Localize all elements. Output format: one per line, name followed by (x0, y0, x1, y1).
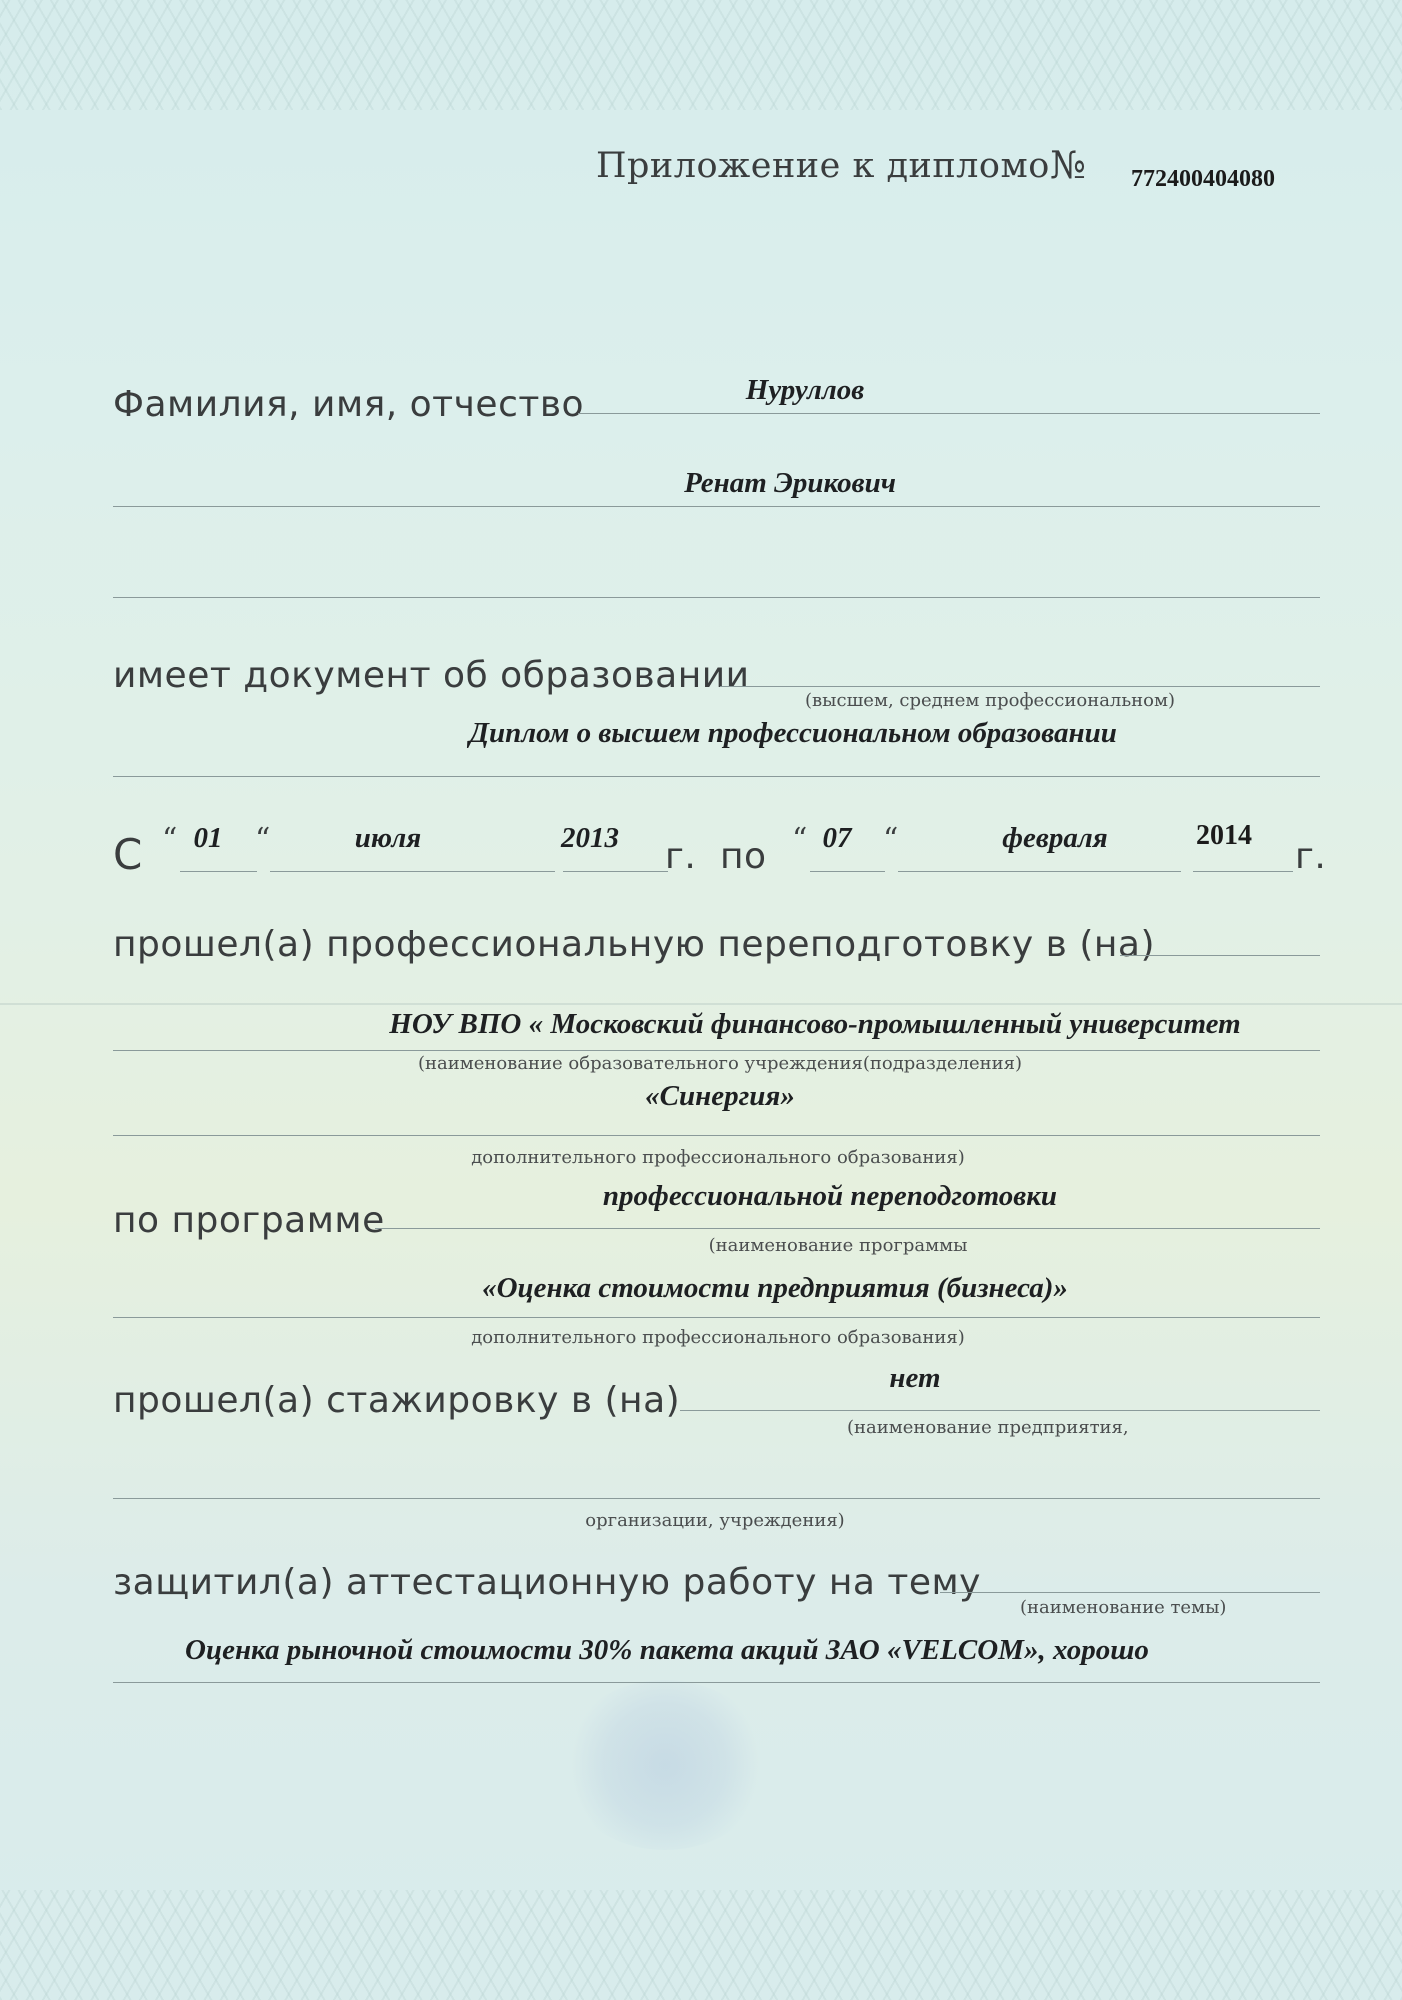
to-month: февраля (1002, 822, 1108, 854)
fio-name-patronymic: Ренат Эрикович (684, 467, 896, 499)
program-value-1: профессиональной переподготовки (602, 1180, 1058, 1212)
to-year-line (1193, 871, 1293, 872)
period-from-prefix: С (113, 830, 143, 879)
year-suffix-1: г. (665, 836, 697, 877)
institution-hint-2: дополнительного профессионального образования) (471, 1147, 965, 1168)
to-day: 07 (822, 822, 852, 854)
fio-line-2 (113, 506, 1320, 507)
from-year: 2013 (561, 822, 619, 854)
from-day-line (180, 871, 257, 872)
institution-line-1: НОУ ВПО « Московский финансово-промышленный университет (389, 1008, 1241, 1040)
thesis-line-2 (113, 1682, 1320, 1683)
retraining-label: прошел(а) профессиональную переподготовку в (на) (113, 924, 1156, 965)
quote-close-1: “ (255, 822, 271, 857)
program-label: по программе (113, 1200, 385, 1241)
quote-open-1: “ (162, 822, 178, 857)
period-po: по (720, 836, 767, 877)
fio-line-1 (578, 413, 1320, 414)
program-line-1 (375, 1228, 1320, 1229)
quote-close-2: “ (883, 822, 899, 857)
internship-hint-1: (наименование предприятия, (847, 1417, 1129, 1438)
education-line-2 (113, 776, 1320, 777)
to-year: 2014 (1196, 820, 1252, 851)
fio-line-3 (113, 597, 1320, 598)
thesis-hint: (наименование темы) (1020, 1597, 1227, 1618)
internship-label: прошел(а) стажировку в (на) (113, 1380, 681, 1421)
to-month-line (898, 871, 1181, 872)
education-value: Диплом о высшем профессиональном образовании (469, 717, 1117, 749)
quote-open-2: “ (792, 822, 808, 857)
faded-stamp (560, 1680, 770, 1850)
thesis-line-1 (940, 1592, 1320, 1593)
retraining-line-2 (113, 1050, 1320, 1051)
program-line-2 (113, 1317, 1320, 1318)
diploma-number: 772400404080 (1131, 166, 1275, 192)
institution-line-2: «Синергия» (645, 1080, 795, 1112)
from-month: июля (354, 822, 422, 854)
education-line-1 (720, 686, 1320, 687)
from-day: 01 (193, 822, 223, 854)
program-hint-1: (наименование программы (708, 1235, 968, 1256)
internship-value: нет (889, 1362, 941, 1394)
year-suffix-2: г. (1295, 836, 1327, 877)
fio-label: Фамилия, имя, отчество (113, 384, 585, 425)
fio-surname: Нуруллов (745, 374, 865, 406)
security-pattern-bottom (0, 1890, 1402, 2000)
institution-hint: (наименование образовательного учреждения(подразделения) (417, 1053, 1023, 1074)
program-hint-2: дополнительного профессионального образования) (471, 1327, 965, 1348)
thesis-label: защитил(а) аттестационную работу на тему (113, 1562, 981, 1603)
internship-line-1 (680, 1410, 1320, 1411)
program-value-2: «Оценка стоимости предприятия (бизнеса)» (482, 1272, 1068, 1304)
internship-line-2 (113, 1498, 1320, 1499)
security-pattern-top (0, 0, 1402, 110)
to-day-line (810, 871, 885, 872)
header-label: Приложение к дипломо (596, 146, 1050, 186)
number-sign: № (1050, 143, 1087, 187)
retraining-line-1 (1120, 955, 1320, 956)
internship-hint-2: организации, учреждения) (585, 1510, 845, 1531)
retraining-line-3 (113, 1135, 1320, 1136)
from-month-line (270, 871, 555, 872)
education-label: имеет документ об образовании (113, 655, 750, 696)
paper-fold (0, 1003, 1402, 1005)
thesis-value: Оценка рыночной стоимости 30% пакета акций ЗАО «VELCOM», хорошо (185, 1634, 1149, 1666)
education-hint: (высшем, среднем профессиональном) (805, 690, 1176, 711)
from-year-line (563, 871, 668, 872)
